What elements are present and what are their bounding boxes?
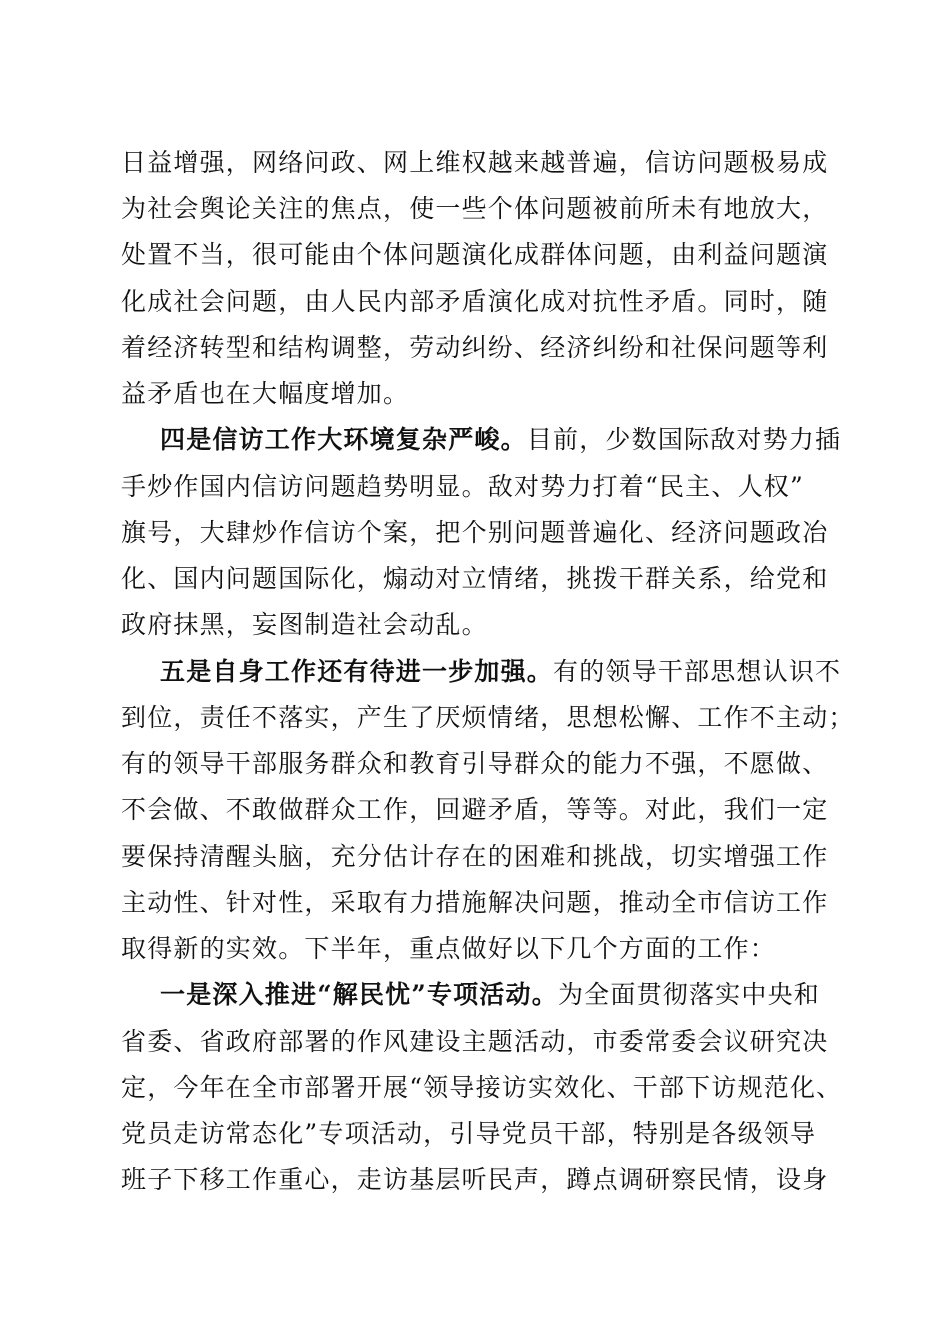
body-text-line: 手炒作国内信访问题趋势明显。敌对势力打着“民主、人权”	[121, 472, 804, 501]
body-text: 有的领导干部思想认识不	[553, 657, 842, 686]
body-text-line: 到位，责任不落实，产生了厌烦情绪，思想松懈、工作不主动；	[121, 703, 855, 732]
paragraph-first-line	[160, 420, 880, 460]
body-text-line: 班子下移工作重心，走访基层听民声，蹲点调研察民情，设身	[121, 1165, 829, 1194]
body-text: 为全面贯彻落实中央和	[557, 980, 820, 1009]
body-text-line: 化、国内问题国际化，煽动对立情绪，挑拨干群关系，给党和	[121, 564, 829, 593]
body-text-line: 省委、省政府部署的作风建设主题活动，市委常委会议研究决	[121, 1027, 829, 1056]
body-text-line: 处置不当，很可能由个体问题演化成群体问题，由利益问题演	[121, 240, 829, 269]
body-text-line: 化成社会问题，由人民内部矛盾演化成对抗性矛盾。同时，随	[121, 287, 829, 316]
paragraph-first-line	[160, 652, 880, 692]
body-text-line: 定，今年在全市部署开展“领导接访实效化、干部下访规范化、	[121, 1073, 843, 1102]
paragraph-heading: 五是自身工作还有待进一步加强。	[160, 657, 554, 686]
body-text-line: 党员走访常态化”专项活动，引导党员干部，特别是各级领导	[121, 1119, 817, 1148]
paragraph-heading: 一是深入推进“解民忧”专项活动。	[160, 980, 558, 1009]
body-text-line: 不会做、不敢做群众工作，回避矛盾，等等。对此，我们一定	[121, 795, 829, 824]
paragraph-first-line	[160, 975, 880, 1015]
body-text-line: 要保持清醒头脑，充分估计存在的困难和挑战，切实增强工作	[121, 842, 829, 871]
paragraph-heading: 四是信访工作大环境复杂严峻。	[160, 425, 527, 454]
body-text-line: 政府抹黑，妄图制造社会动乱。	[121, 610, 488, 639]
body-text: 目前，少数国际敌对势力插	[526, 425, 842, 454]
body-text-line: 主动性、针对性，采取有力措施解决问题，推动全市信访工作	[121, 888, 829, 917]
body-text-line: 取得新的实效。下半年，重点做好以下几个方面的工作：	[121, 934, 777, 963]
body-text-line: 益矛盾也在大幅度增加。	[121, 379, 410, 408]
body-text-line: 旗号，大肆炒作信访个案，把个别问题普遍化、经济问题政冶	[121, 518, 829, 547]
body-text-line: 为社会舆论关注的焦点，使一些个体问题被前所未有地放大，	[121, 194, 829, 223]
body-text-line: 有的领导干部服务群众和教育引导群众的能力不强，不愿做、	[121, 749, 829, 778]
body-text-line: 着经济转型和结构调整，劳动纠纷、经济纠纷和社保问题等利	[121, 333, 829, 362]
body-text-line: 日益增强，网络问政、网上维权越来越普遍，信访问题极易成	[121, 148, 829, 177]
